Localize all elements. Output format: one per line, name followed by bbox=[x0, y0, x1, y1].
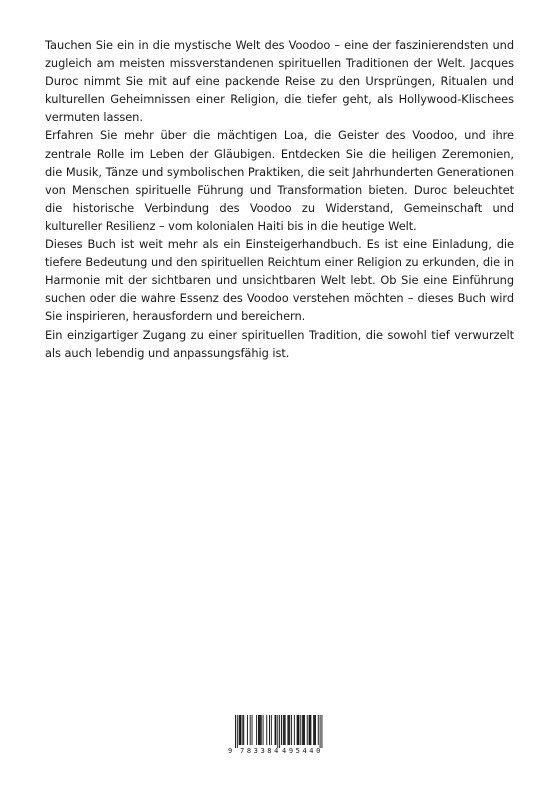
isbn-barcode bbox=[228, 713, 328, 757]
barcode-bar bbox=[247, 715, 248, 745]
barcode-bar bbox=[298, 715, 299, 745]
barcode-bar bbox=[252, 715, 253, 745]
barcode-bar bbox=[309, 715, 310, 745]
barcode-bar bbox=[285, 715, 286, 745]
barcode-bar bbox=[315, 715, 316, 745]
barcode-bar bbox=[313, 715, 314, 745]
barcode-bar bbox=[250, 715, 251, 745]
barcode-bar bbox=[307, 715, 308, 745]
blurb-paragraph-3: Dieses Buch ist weit mehr als ein Einsteigerhandbuch. Es ist eine Einladung, die tiefere Bedeutung und den spirituellen Reichtum einer Religion zu erkunden, die in Harmonie mit der sichtbaren und unsichtbaren Welt lebt. Ob Sie eine Einführung suchen oder die wahre Essenz des Voodoo verstehen möchten – dieses Buch wird Sie inspirieren, herausfordern und bereichern. bbox=[45, 237, 514, 324]
barcode-bar bbox=[242, 715, 243, 745]
barcode-bar bbox=[294, 715, 295, 745]
barcode-bar bbox=[289, 715, 290, 745]
barcode-bar bbox=[241, 715, 242, 745]
barcode-bar bbox=[263, 715, 264, 745]
barcode-bar bbox=[302, 715, 303, 745]
barcode-bar bbox=[277, 715, 278, 748]
barcode-bar bbox=[235, 715, 236, 748]
barcode-bar bbox=[288, 715, 289, 745]
barcode-first-digit: 9 bbox=[228, 747, 233, 755]
barcode-bar bbox=[300, 715, 301, 745]
barcode-digit-group-2: 495440 bbox=[282, 747, 323, 755]
barcode-bar bbox=[284, 715, 285, 745]
barcode-bar bbox=[275, 715, 276, 745]
barcode-bar bbox=[287, 715, 288, 745]
blurb-paragraph-1: Tauchen Sie ein in die mystische Welt des Voodoo – eine der faszinierendsten und zugleich am meisten missverstandenen spirituellen Traditionen der Welt. Jacques Duroc nimmt Sie mit auf eine packende Reise zu den Ursprüngen, Ritualen und kulturellen Geheimnissen einer Religion, die tiefer geht, als Hollywood-Klischees vermuten lassen. bbox=[45, 38, 514, 125]
barcode-digit-group-1: 783384 bbox=[240, 747, 281, 755]
barcode-bar bbox=[283, 715, 284, 745]
barcode-bar bbox=[269, 715, 270, 745]
barcode-bar bbox=[279, 715, 280, 748]
barcode-bar bbox=[303, 715, 304, 745]
barcode-bar bbox=[258, 715, 259, 745]
barcode-bar bbox=[318, 715, 319, 745]
barcode-bar bbox=[260, 715, 261, 745]
barcode-bar bbox=[275, 715, 276, 745]
barcode-bar bbox=[281, 715, 282, 745]
barcode-bar bbox=[243, 715, 244, 745]
barcode-bar bbox=[266, 715, 267, 745]
barcode-bar bbox=[256, 715, 257, 745]
barcode-bar bbox=[304, 715, 305, 745]
barcode-bar bbox=[291, 715, 292, 745]
blurb-paragraph-2: Erfahren Sie mehr über die mächtigen Loa, die Geister des Voodoo, und ihre zentrale Rolle im Leben der Gläubigen. Entdecken Sie die heiligen Zeremonien, die Musik, Tänze und symbolischen Praktiken, die seit Jahrhunderten Generationen von Menschen spirituelle Führung und Transformation bieten. Duroc beleuchtet die historische Verbindung des Voodoo zu Widerstand, Gemeinschaft und kultureller Resilienz – vom kolonialen Haiti bis in die heutige Welt. bbox=[45, 128, 514, 233]
barcode-bar bbox=[240, 715, 241, 745]
barcode-bar bbox=[259, 715, 260, 745]
barcode-bar bbox=[320, 715, 321, 748]
barcode-digits bbox=[228, 746, 328, 756]
barcode-bar bbox=[314, 715, 315, 745]
barcode-bar bbox=[239, 715, 240, 745]
barcode-bar bbox=[261, 715, 262, 745]
blurb-text bbox=[45, 36, 514, 362]
blurb-paragraph-4: Ein einzigartiger Zugang zu einer spirituellen Tradition, die sowohl tief verwurzelt als auch lebendig und anpassungsfähig ist. bbox=[45, 327, 514, 360]
barcode-bar bbox=[310, 715, 311, 745]
barcode-bar bbox=[310, 715, 311, 745]
barcode-bar bbox=[321, 715, 322, 748]
barcode-bar bbox=[297, 715, 298, 745]
barcode-bar bbox=[298, 715, 299, 745]
barcode-bar bbox=[271, 715, 272, 745]
barcode-bar bbox=[237, 715, 238, 748]
